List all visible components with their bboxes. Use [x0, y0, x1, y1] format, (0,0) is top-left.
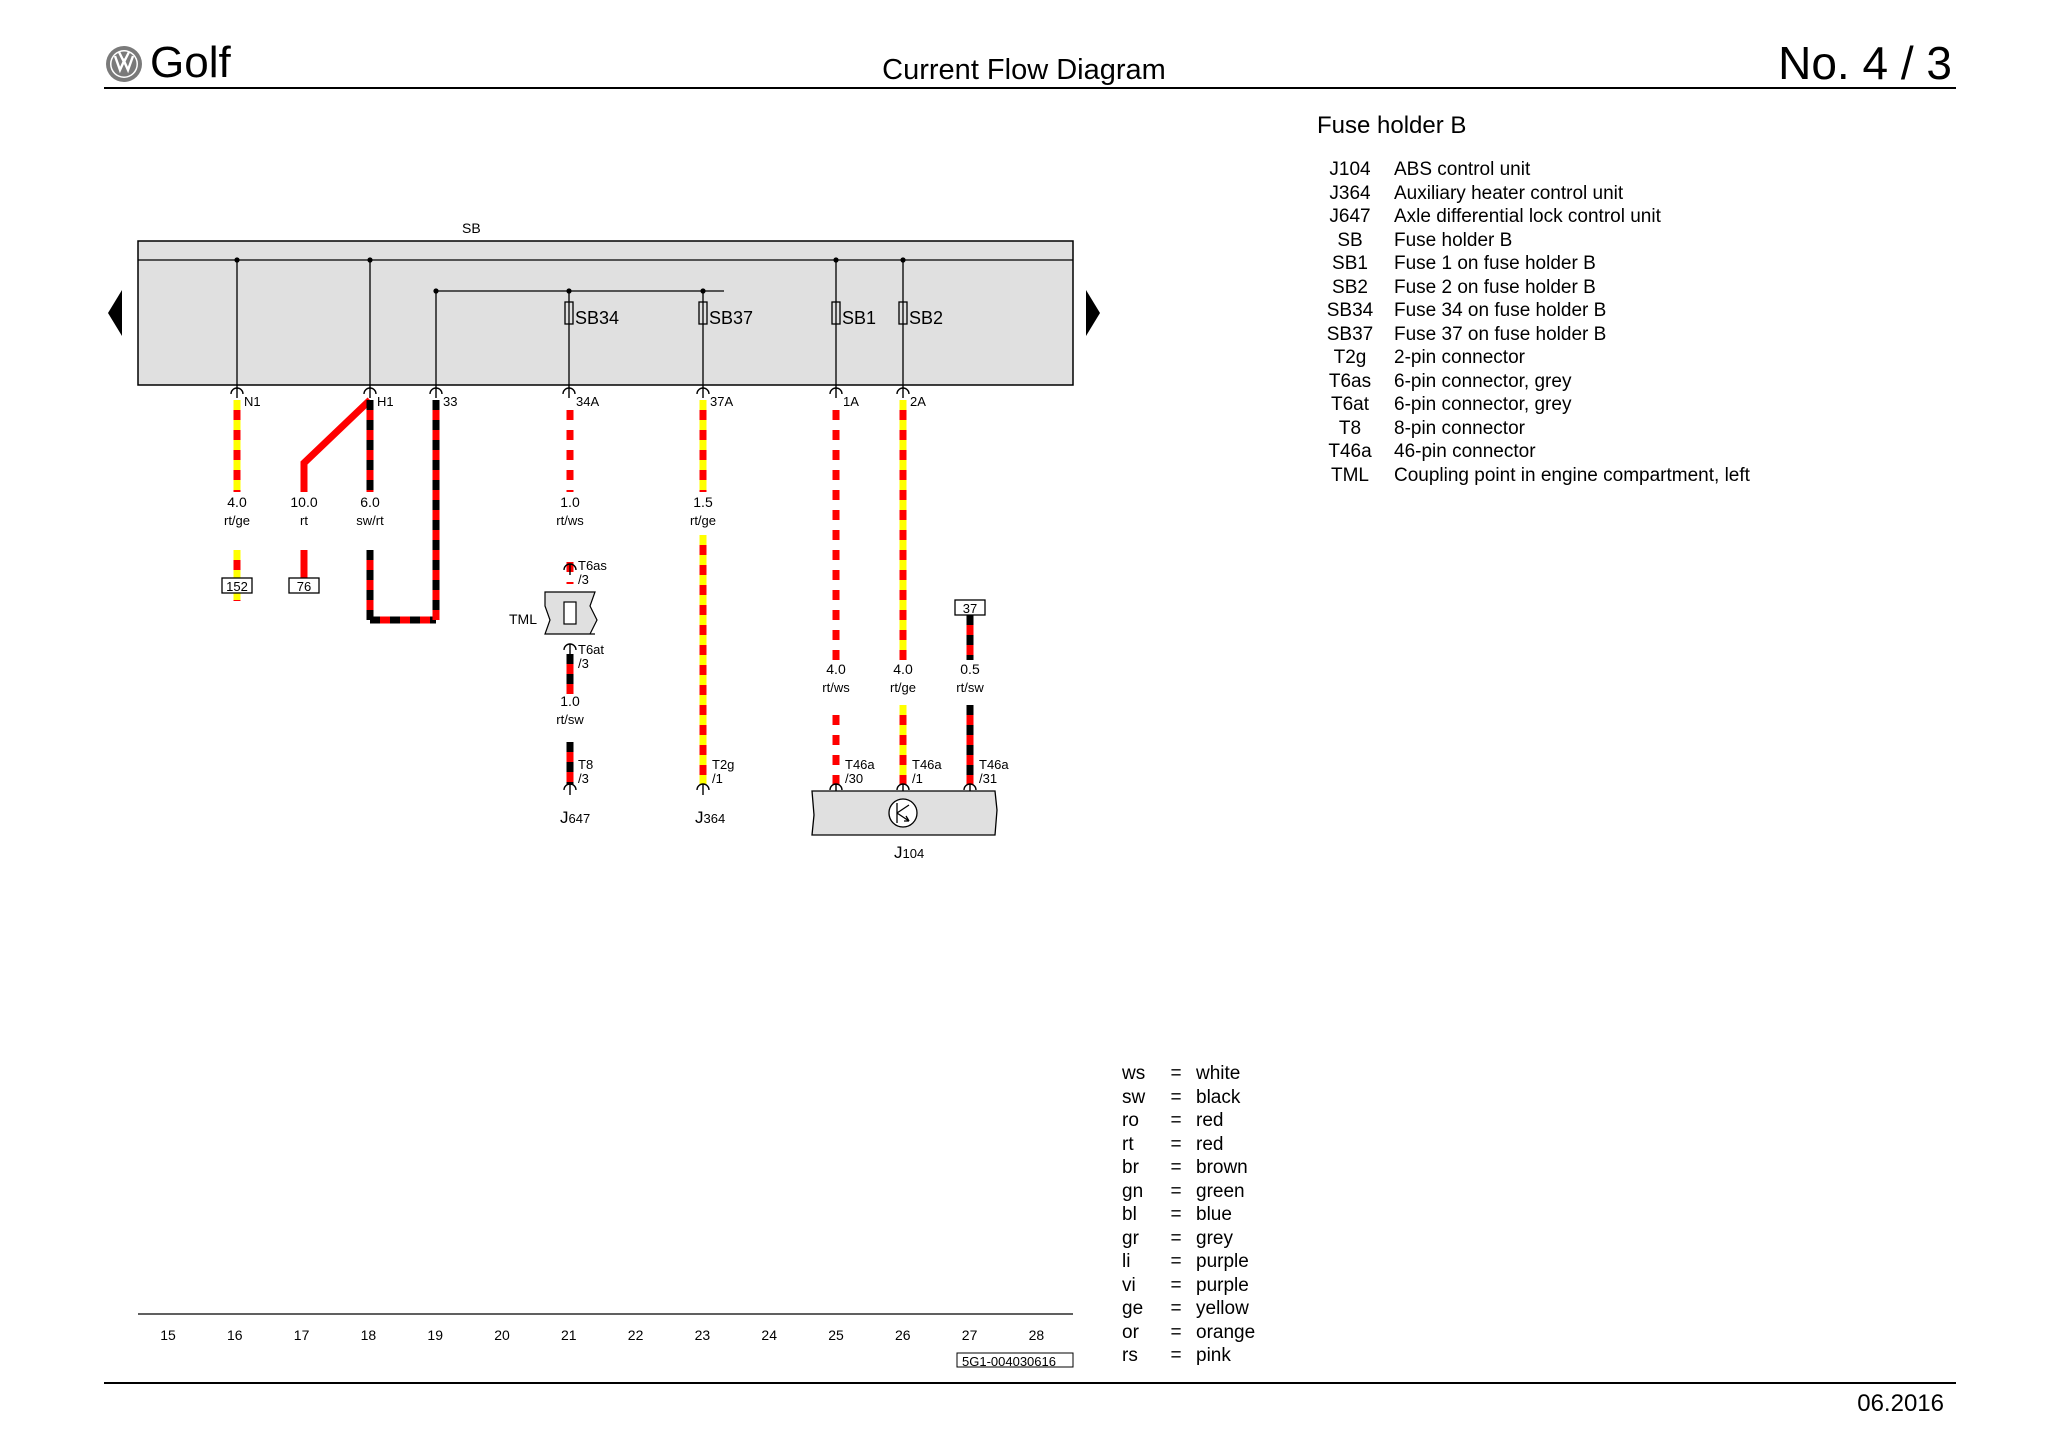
color-name: pink — [1196, 1345, 1231, 1366]
color-name: white — [1196, 1063, 1241, 1084]
wire-color-label: rt/ge — [223, 513, 251, 528]
legend-code: SB34 — [1326, 300, 1374, 321]
legend-code: J104 — [1329, 159, 1371, 180]
component-base: J — [894, 843, 903, 862]
wire-size-label: 6.0 — [360, 494, 380, 510]
equals-sign: = — [1170, 1321, 1182, 1343]
legend-description: Fuse 1 on fuse holder B — [1394, 253, 1596, 274]
issue-date: 06.2016 — [1857, 1390, 1944, 1417]
wire-size-label: 1.0 — [560, 693, 580, 709]
connector-pin-label: /31 — [979, 771, 998, 786]
component-label — [560, 808, 590, 827]
color-name: blue — [1196, 1204, 1232, 1225]
component-base: J — [560, 808, 569, 827]
connector-name-label: T6as — [578, 558, 607, 573]
equals-sign: = — [1170, 1110, 1182, 1131]
equals-sign: = — [1170, 1180, 1182, 1202]
component-subscript: 104 — [902, 846, 925, 861]
track-number: 28 — [1028, 1327, 1045, 1343]
legend-description: Fuse 37 on fuse holder B — [1394, 323, 1607, 345]
connector-pin-label: /30 — [845, 771, 864, 786]
next-page-arrow-icon[interactable] — [1086, 290, 1100, 336]
color-name: yellow — [1196, 1298, 1249, 1319]
component-subscript: 647 — [568, 811, 591, 826]
connector-name-label: T6at — [578, 642, 605, 657]
color-abbreviation: sw — [1122, 1086, 1146, 1108]
fuse-sb1-label: SB1 — [842, 308, 877, 328]
wire-size-label: 0.5 — [960, 661, 980, 677]
component-base: J — [695, 808, 704, 827]
color-abbreviation: bl — [1122, 1204, 1137, 1225]
page-title: Current Flow Diagram — [882, 54, 1166, 86]
track-number: 21 — [561, 1327, 577, 1343]
track-number: 19 — [427, 1327, 443, 1343]
legend-code: J647 — [1329, 206, 1371, 227]
color-name: brown — [1196, 1157, 1248, 1178]
wire-color-label: rt/ge — [689, 513, 717, 528]
color-abbreviation: rt — [1122, 1133, 1134, 1155]
connector-name-label: T46a — [845, 757, 875, 772]
connector-pin-label: /3 — [578, 572, 589, 587]
page-number: No. 4 / 3 — [1778, 37, 1952, 89]
reference-number: 37 — [962, 601, 978, 616]
color-abbreviation: gn — [1122, 1180, 1144, 1202]
track-number: 26 — [895, 1327, 911, 1343]
equals-sign: = — [1170, 1133, 1182, 1155]
legend-code: SB — [1337, 229, 1363, 251]
color-abbreviation: rs — [1122, 1345, 1138, 1366]
wire-color-label: rt/ws — [556, 513, 584, 528]
color-name: red — [1196, 1110, 1224, 1131]
equals-sign: = — [1170, 1227, 1182, 1249]
legend-code: SB1 — [1332, 253, 1368, 274]
transistor-icon — [889, 799, 917, 827]
track-number: 27 — [961, 1327, 978, 1343]
wire-color-label: rt/sw — [556, 712, 584, 727]
connector-pin-label: /1 — [912, 771, 923, 786]
color-abbreviation: vi — [1122, 1274, 1136, 1296]
fuse-sb2-label: SB2 — [909, 308, 944, 328]
legend-description: 8-pin connector — [1394, 417, 1525, 439]
equals-sign: = — [1170, 1298, 1182, 1319]
equals-sign: = — [1170, 1086, 1182, 1108]
connector-pin-label: /3 — [578, 656, 589, 671]
legend-code: T46a — [1328, 441, 1372, 462]
legend-code: J364 — [1329, 182, 1371, 204]
track-number: 16 — [227, 1327, 243, 1343]
fuse-sb34-label: SB34 — [575, 308, 620, 328]
wire-color-label: sw/rt — [356, 513, 384, 528]
wire-color-label: rt/ws — [822, 680, 850, 695]
terminal-label: 1A — [843, 394, 859, 409]
legend-code: T6as — [1328, 370, 1372, 392]
legend-description: ABS control unit — [1394, 159, 1531, 180]
color-abbreviation: ws — [1122, 1063, 1146, 1084]
legend-code: T6at — [1330, 394, 1370, 415]
wire-color-label: rt/ge — [889, 680, 917, 695]
terminal-label: H1 — [377, 394, 394, 409]
color-name: red — [1196, 1133, 1224, 1155]
connector-name-label: T2g — [712, 757, 735, 772]
wire-size-label: 4.0 — [826, 661, 846, 677]
legend-description: Auxiliary heater control unit — [1394, 182, 1624, 204]
color-abbreviation: or — [1122, 1321, 1139, 1343]
color-name: grey — [1196, 1227, 1233, 1249]
track-number: 18 — [360, 1327, 377, 1343]
connector-pin-label: /3 — [578, 771, 589, 786]
terminal-label: 34A — [576, 394, 600, 409]
terminal-label: 37A — [710, 394, 734, 409]
legend-code: SB37 — [1326, 323, 1374, 345]
previous-page-arrow-icon[interactable] — [108, 290, 122, 336]
legend-code: SB2 — [1332, 276, 1368, 298]
track-number: 20 — [494, 1327, 510, 1343]
color-name: black — [1196, 1086, 1241, 1108]
terminal-label: N1 — [244, 394, 261, 409]
color-name: orange — [1196, 1321, 1256, 1343]
legend-description: 46-pin connector — [1394, 441, 1536, 462]
track-number: 24 — [761, 1327, 777, 1343]
connector-name-label: T46a — [979, 757, 1009, 772]
legend-description: Fuse 2 on fuse holder B — [1394, 276, 1596, 298]
legend-title: Fuse holder B — [1317, 112, 1467, 139]
wire-size-label: 1.5 — [693, 494, 713, 510]
equals-sign: = — [1170, 1274, 1182, 1296]
equals-sign: = — [1170, 1345, 1182, 1366]
coupling-symbol — [564, 602, 576, 624]
equals-sign: = — [1170, 1157, 1182, 1178]
terminal-label: 33 — [443, 394, 458, 409]
legend-code: T2g — [1333, 347, 1367, 368]
connector-name-label: T46a — [912, 757, 942, 772]
equals-sign: = — [1170, 1204, 1182, 1225]
track-number: 23 — [694, 1327, 711, 1343]
color-abbreviation: gr — [1122, 1227, 1139, 1249]
color-abbreviation: ge — [1122, 1298, 1144, 1319]
component-label — [695, 808, 725, 827]
track-number: 25 — [828, 1327, 844, 1343]
connector-name-label: T8 — [578, 757, 594, 772]
legend-description: 6-pin connector, grey — [1394, 394, 1572, 415]
component-label — [894, 843, 924, 862]
equals-sign: = — [1170, 1063, 1182, 1084]
connector-pin-label: /1 — [712, 771, 723, 786]
color-name: green — [1196, 1180, 1245, 1202]
track-number: 17 — [293, 1327, 310, 1343]
legend-description: Fuse holder B — [1394, 229, 1513, 251]
wire-h1-red — [304, 400, 370, 492]
wire-color-label: rt — [300, 513, 308, 528]
legend-description: Axle differential lock control unit — [1394, 206, 1661, 227]
legend-description: Coupling point in engine compartment, left — [1394, 464, 1750, 486]
wire-color-label: rt/sw — [956, 680, 984, 695]
color-name: purple — [1196, 1251, 1249, 1272]
fuse-sb37-label: SB37 — [709, 308, 754, 328]
track-number: 15 — [160, 1327, 176, 1343]
wire-size-label: 4.0 — [893, 661, 913, 677]
wire-size-label: 1.0 — [560, 494, 580, 510]
fuse-holder-label: SB — [462, 220, 481, 236]
reference-number: 152 — [226, 579, 248, 594]
color-abbreviation: br — [1122, 1157, 1139, 1178]
coupling-point-label: TML — [509, 611, 537, 627]
legend-code: T8 — [1338, 417, 1362, 439]
color-abbreviation: li — [1122, 1251, 1131, 1272]
component-subscript: 364 — [703, 811, 726, 826]
legend-code: TML — [1331, 464, 1369, 486]
reference-number: 76 — [296, 579, 312, 594]
equals-sign: = — [1170, 1251, 1182, 1272]
track-number: 22 — [627, 1327, 644, 1343]
wire-size-label: 10.0 — [290, 494, 318, 510]
legend-description: Fuse 34 on fuse holder B — [1394, 300, 1607, 321]
terminal-label: 2A — [910, 394, 926, 409]
doc-id: 5G1-004030616 — [962, 1354, 1056, 1369]
color-abbreviation: ro — [1122, 1110, 1139, 1131]
wire-size-label: 4.0 — [227, 494, 247, 510]
color-name: purple — [1196, 1274, 1249, 1296]
legend-description: 2-pin connector — [1394, 347, 1525, 368]
legend-description: 6-pin connector, grey — [1394, 370, 1572, 392]
brand-name: Golf — [150, 38, 231, 87]
